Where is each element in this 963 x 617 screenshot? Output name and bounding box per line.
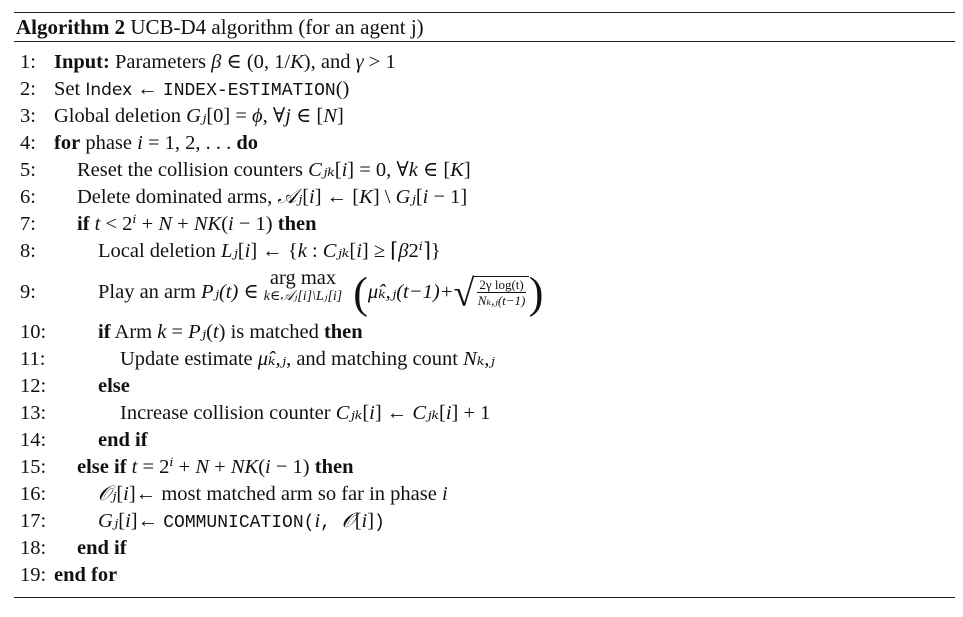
text-segment: Play an arm [98,281,202,303]
algorithm-line [14,427,955,454]
line-text [98,238,441,265]
text-segment: [0] = [206,105,253,127]
keyword: else [98,375,130,397]
line-text [54,562,117,589]
text-segment: ), and [303,51,356,73]
line-number: 10: [20,321,47,343]
algorithm-line [14,49,955,76]
text-segment: 2 [408,240,419,262]
math-segment: Cⱼₖ [412,402,439,424]
math-segment: NK [193,213,222,235]
algorithm-line [14,508,955,535]
text-segment: ∈ [ [291,105,324,127]
math-segment: 𝒪ⱼ [98,483,117,505]
algorithm-label: Algorithm 2 [16,15,126,39]
math-segment: Nₖ,ⱼ [463,348,495,370]
fraction [477,277,525,308]
math-segment: μ̂ₖ,ⱼ(t−1)+ [367,281,454,303]
text-segment: Local deletion [98,240,221,262]
math-segment: ⱼ [200,105,207,127]
math-segment: i [309,186,315,208]
algorithm-line [14,76,955,103]
text-segment: ]← [130,510,164,532]
line-text [77,184,467,211]
text-segment: Index [85,80,133,100]
math-segment: i [123,483,129,505]
algorithm-title [14,13,955,41]
algorithm-line [14,535,955,562]
text-segment: ) [374,513,385,533]
math-segment: t [131,456,138,478]
text-segment: ( [258,456,266,478]
line-text [120,400,490,427]
math-segment: i [265,456,271,478]
text-segment: ] [367,510,375,532]
text-segment: ( [221,213,229,235]
math-segment: β [398,240,409,262]
text-segment: Increase collision counter [120,402,336,424]
text-segment: ∈ (0, 1/ [221,51,291,73]
text-segment: , ∀ [262,105,286,127]
line-text [98,265,543,320]
math-segment: i [125,510,131,532]
math-segment: t [212,321,219,343]
line-number: 19: [20,564,47,586]
line-text [77,157,471,184]
line-number: 16: [20,483,47,505]
keyword: end for [54,564,118,586]
algorithm-line [14,238,955,265]
text-segment: ]← most matched arm so far in phase [128,483,442,505]
algorithm-line [14,454,955,481]
text-segment: ∈ [238,281,264,303]
keyword: for [54,132,81,154]
text-segment: , [320,513,342,533]
keyword: Input: [54,51,110,73]
math-segment: 𝒜ⱼ [277,186,303,208]
math-segment: i [441,483,448,505]
text-segment: : [306,240,323,262]
math-segment: ⁱ [169,456,174,478]
line-number: 11: [20,348,46,370]
math-segment: G [186,105,201,127]
math-segment: Gⱼ [395,186,416,208]
math-segment: K [359,186,373,208]
line-text [54,130,258,157]
keyword: end if [77,537,127,559]
line-number: 1: [20,51,36,73]
math-segment: i [137,132,143,154]
line-text [77,211,317,238]
math-segment: i [314,510,321,532]
math-segment: Cⱼₖ [335,402,363,424]
text-segment: ⌉} [422,240,441,262]
text-segment: [ [415,186,423,208]
math-segment: i [356,240,362,262]
line-number: 4: [20,132,36,154]
math-segment: N [323,105,337,127]
keyword: then [323,321,363,343]
math-segment: t [94,213,101,235]
math-segment: N [158,213,173,235]
argmax-operator [264,267,342,305]
math-segment: k [297,240,307,262]
text-segment: [ [349,240,357,262]
numerator: 2γ log(t) [479,276,524,292]
text-segment: [ [354,510,362,532]
text-segment: ] \ [372,186,396,208]
math-segment: ⱼₖ [321,159,335,181]
text-segment: ( [206,321,213,343]
text-segment: ] = 0, ∀ [347,159,409,181]
text-segment: Arm [110,321,158,343]
algorithm-line [14,211,955,238]
line-number: 8: [20,240,36,262]
line-text [98,481,448,508]
math-segment: i [244,240,251,262]
math-segment: k [157,321,167,343]
algorithm-line [14,103,955,130]
text-segment: COMMUNICATION( [163,513,315,533]
text-segment: Set [54,78,86,100]
line-text [54,49,396,76]
text-segment: ] + 1 [451,402,491,424]
text-segment: Update estimate [120,348,258,370]
algorithm-line [14,346,955,373]
text-segment: [ [439,402,446,424]
line-number: 2: [20,78,36,100]
math-segment: β [211,51,222,73]
math-segment: j [285,105,291,127]
argmax-label: arg max [269,267,337,289]
algorithm-line [14,184,955,211]
algorithm-line [14,373,955,400]
line-number: 9: [20,281,36,303]
text-segment: ) is matched [218,321,324,343]
line-number: 15: [20,456,47,478]
right-paren: ) [528,268,544,318]
text-segment: = 2 [137,456,170,478]
math-segment: i [341,159,348,181]
text-segment: Global deletion [54,105,187,127]
math-segment: ϕ [252,105,263,127]
keyword: then [314,456,354,478]
text-segment: , and matching count [286,348,464,370]
math-segment: k [408,159,418,181]
sqrt-body [474,276,528,311]
line-text [98,319,363,346]
line-text [98,427,148,454]
keyword: if [77,213,90,235]
math-segment: γ [355,51,364,73]
text-segment: [ [362,402,370,424]
text-segment: [ [116,483,124,505]
text-segment: + [172,213,194,235]
left-paren: ( [342,268,368,318]
line-number: 5: [20,159,36,181]
line-number: 14: [20,429,47,451]
keyword: then [277,213,317,235]
keyword: else if [77,456,127,478]
text-segment: ] [463,159,471,181]
text-segment: ] ← [374,402,413,424]
line-number: 18: [20,537,47,559]
math-segment: N [195,456,210,478]
text-segment: [ [118,510,126,532]
line-number: 12: [20,375,47,397]
text-segment: − 1) [270,456,315,478]
keyword: if [98,321,111,343]
line-number: 13: [20,402,47,424]
denominator: Nₖ,ⱼ(t−1) [477,292,526,308]
text-segment: ∈ [ [417,159,451,181]
line-text [54,103,344,130]
algorithm-line [14,562,955,589]
math-segment: i [422,186,429,208]
text-segment: () [335,78,350,100]
bottom-rule [14,597,955,598]
math-segment: NK [230,456,259,478]
line-text [54,76,349,105]
math-segment: ⁱ [418,240,423,262]
line-text [98,373,130,400]
algorithm-lines [14,42,955,589]
text-segment: > 1 [363,51,396,73]
text-segment: Reset the collision counters [77,159,309,181]
text-segment: phase [80,132,138,154]
line-number: 3: [20,105,36,127]
text-segment: − 1) [233,213,278,235]
math-segment: K [450,159,464,181]
math-segment: C [308,159,322,181]
math-segment: i [445,402,452,424]
sqrt-sign: √ [453,272,475,315]
math-segment: Cⱼₖ [322,240,350,262]
line-text [120,346,495,373]
math-segment: i [361,510,368,532]
algorithm-line [14,130,955,157]
line-number: 6: [20,186,36,208]
text-segment: = 1, 2, . . . [142,132,237,154]
line-number: 7: [20,213,36,235]
text-segment: + [136,213,159,235]
line-number: 17: [20,510,47,532]
math-segment: Pⱼ(t) [201,281,239,303]
line-text [98,508,385,537]
math-segment: μ̂ₖ,ⱼ [257,348,287,370]
algorithm-line [14,319,955,346]
math-segment: Gⱼ [98,510,119,532]
text-segment: Parameters [109,51,212,73]
algorithm-caption: UCB-D4 algorithm (for an agent j) [130,15,424,39]
text-segment: ] ≥ ⌈ [361,240,399,262]
text-segment: ← [132,78,163,100]
algorithm-line [14,400,955,427]
text-segment: Delete dominated arms, [77,186,278,208]
text-segment: [ [302,186,310,208]
keyword: do [236,132,259,154]
argmax-subscript: k∈𝒜ⱼ[i]\Lⱼ[i] [263,289,343,304]
algorithm-line [14,265,955,319]
line-text [77,535,127,562]
text-segment: + [209,456,231,478]
text-segment: = [166,321,189,343]
algorithm-box [14,12,955,589]
text-segment: < 2 [100,213,133,235]
text-segment: ] ← [ [314,186,360,208]
text-segment: [ [237,240,245,262]
math-segment: Lⱼ [220,240,238,262]
math-segment: i [369,402,375,424]
keyword: end if [98,429,148,451]
algorithm-line [14,157,955,184]
line-text [77,454,354,481]
text-segment: ] [336,105,344,127]
math-segment: K [290,51,304,73]
text-segment: [ [334,159,342,181]
math-segment: Pⱼ [188,321,207,343]
algorithm-line [14,481,955,508]
text-segment: ] ← { [250,240,298,262]
text-segment: − 1] [428,186,468,208]
math-segment: i [228,213,234,235]
text-segment: INDEX-ESTIMATION [162,81,336,101]
text-segment: + [173,456,196,478]
math-segment: 𝒪 [341,510,355,532]
math-segment: ⁱ [132,213,137,235]
